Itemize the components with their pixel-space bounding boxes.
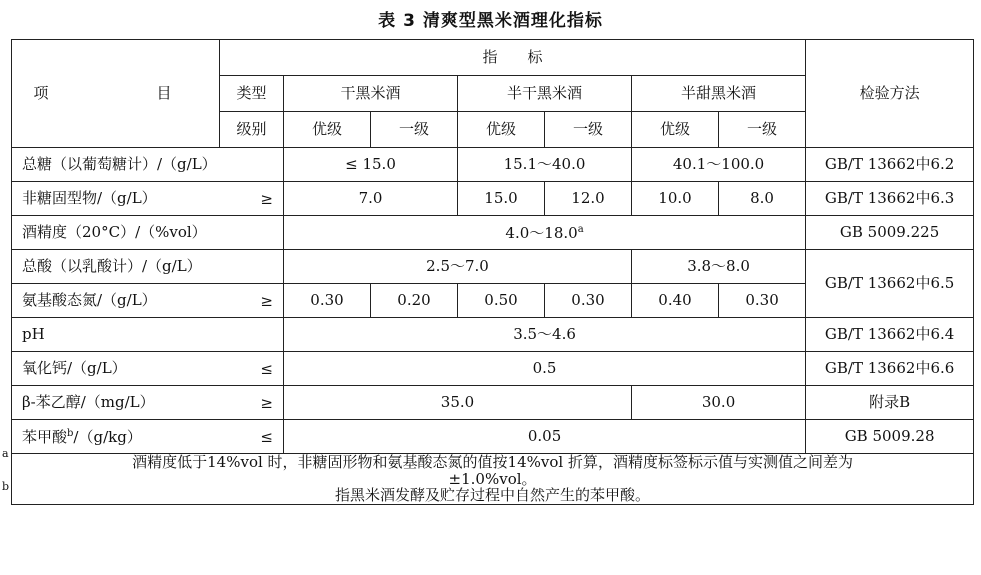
cell-value: 35.0 (284, 386, 632, 420)
cell-method: GB/T 13662中6.4 (806, 318, 974, 352)
cell-value: 0.30 (719, 284, 806, 318)
cell-value: 0.50 (458, 284, 545, 318)
compare-symbol: ≤ (260, 359, 273, 378)
note-b: b 指黑米酒发酵及贮存过程中自然产生的苯甲酸。 (2, 480, 651, 504)
table-row (12, 216, 974, 250)
cell-value: 0.40 (632, 284, 719, 318)
compare-symbol: ≥ (260, 291, 273, 310)
cell-value: 7.0 (284, 182, 458, 216)
grade-excellent: 优级 (458, 112, 545, 148)
notes-row (12, 454, 974, 505)
grade-excellent: 优级 (284, 112, 371, 148)
cell-method: GB/T 13662中6.3 (806, 182, 974, 216)
cell-method: GB/T 13662中6.5 (806, 250, 974, 318)
header-type-semi-sweet: 半甜黑米酒 (632, 76, 806, 112)
row-label-phenyl: β-苯乙醇/（mg/L） ≥ (12, 386, 284, 420)
cell-value: 40.1～100.0 (632, 148, 806, 182)
note-a: a 酒精度低于14%vol 时，非糖固形物和氨基酸态氮的值按14%vol 折算，酒精度标签标示值与实测值之间差为 ±1.0%vol。 (2, 447, 853, 488)
table-row (12, 148, 974, 182)
cell-value: 0.05 (284, 420, 806, 454)
header-indicator: 指 标 (220, 40, 806, 76)
row-label-benzoic: 苯甲酸$^b$/（g/kg） ≤ (12, 420, 284, 454)
table-title: 表 3 清爽型黑米酒理化指标 (378, 11, 603, 31)
cell-method: GB/T 13662中6.2 (806, 148, 974, 182)
cell-value: 3.5～4.6 (284, 318, 806, 352)
cell-value: 10.0 (632, 182, 719, 216)
table-row (12, 386, 974, 420)
cell-method: 附录B (806, 386, 974, 420)
cell-method: GB/T 13662中6.6 (806, 352, 974, 386)
table-notes (2, 447, 974, 505)
table-row (12, 182, 974, 216)
cell-value: 15.0 (458, 182, 545, 216)
header-item: 项 目 (12, 40, 220, 148)
cell-value: 8.0 (719, 182, 806, 216)
cell-method: GB 5009.28 (806, 420, 974, 454)
table-row (12, 318, 974, 352)
cell-value: 0.20 (371, 284, 458, 318)
table-row (12, 352, 974, 386)
compare-symbol: ≥ (260, 189, 273, 208)
cell-value: 3.8～8.0 (632, 250, 806, 284)
cell-value: 2.5～7.0 (284, 250, 632, 284)
grade-first: 一级 (545, 112, 632, 148)
row-label-sugar: 总糖（以葡萄糖计）/（g/L） (12, 148, 284, 182)
header-type-semi-dry: 半干黑米酒 (458, 76, 632, 112)
grade-excellent: 优级 (632, 112, 719, 148)
row-label-nonsugar: 非糖固型物/（g/L） ≥ (12, 182, 284, 216)
table-row (12, 420, 974, 454)
spec-table (2, 39, 974, 505)
table-row (12, 250, 974, 284)
row-label-calcium: 氧化钙/（g/L） ≤ (12, 352, 284, 386)
header-type-label: 类型 (220, 76, 284, 112)
cell-method: GB 5009.225 (806, 216, 974, 250)
row-label-amino: 氨基酸态氮/（g/L） ≥ (12, 284, 284, 318)
cell-value: ≤ 15.0 (284, 148, 458, 182)
cell-value: 30.0 (632, 386, 806, 420)
cell-value: 0.30 (284, 284, 371, 318)
row-label-acid: 总酸（以乳酸计）/（g/L） (12, 250, 284, 284)
row-label-alcohol: 酒精度（20°C）/（%vol） (12, 216, 284, 250)
cell-value: 0.5 (284, 352, 806, 386)
compare-symbol: ≤ (260, 427, 273, 446)
header-method: 检验方法 (806, 40, 974, 148)
cell-value: 4.0～18.0$^a$ (284, 216, 806, 250)
grade-first: 一级 (371, 112, 458, 148)
header-type-dry: 干黑米酒 (284, 76, 458, 112)
grade-first: 一级 (719, 112, 806, 148)
compare-symbol: ≥ (260, 393, 273, 412)
header-grade-label: 级别 (220, 112, 284, 148)
cell-value: 12.0 (545, 182, 632, 216)
cell-value: 15.1～40.0 (458, 148, 632, 182)
row-label-ph: pH (12, 318, 284, 352)
cell-value: 0.30 (545, 284, 632, 318)
